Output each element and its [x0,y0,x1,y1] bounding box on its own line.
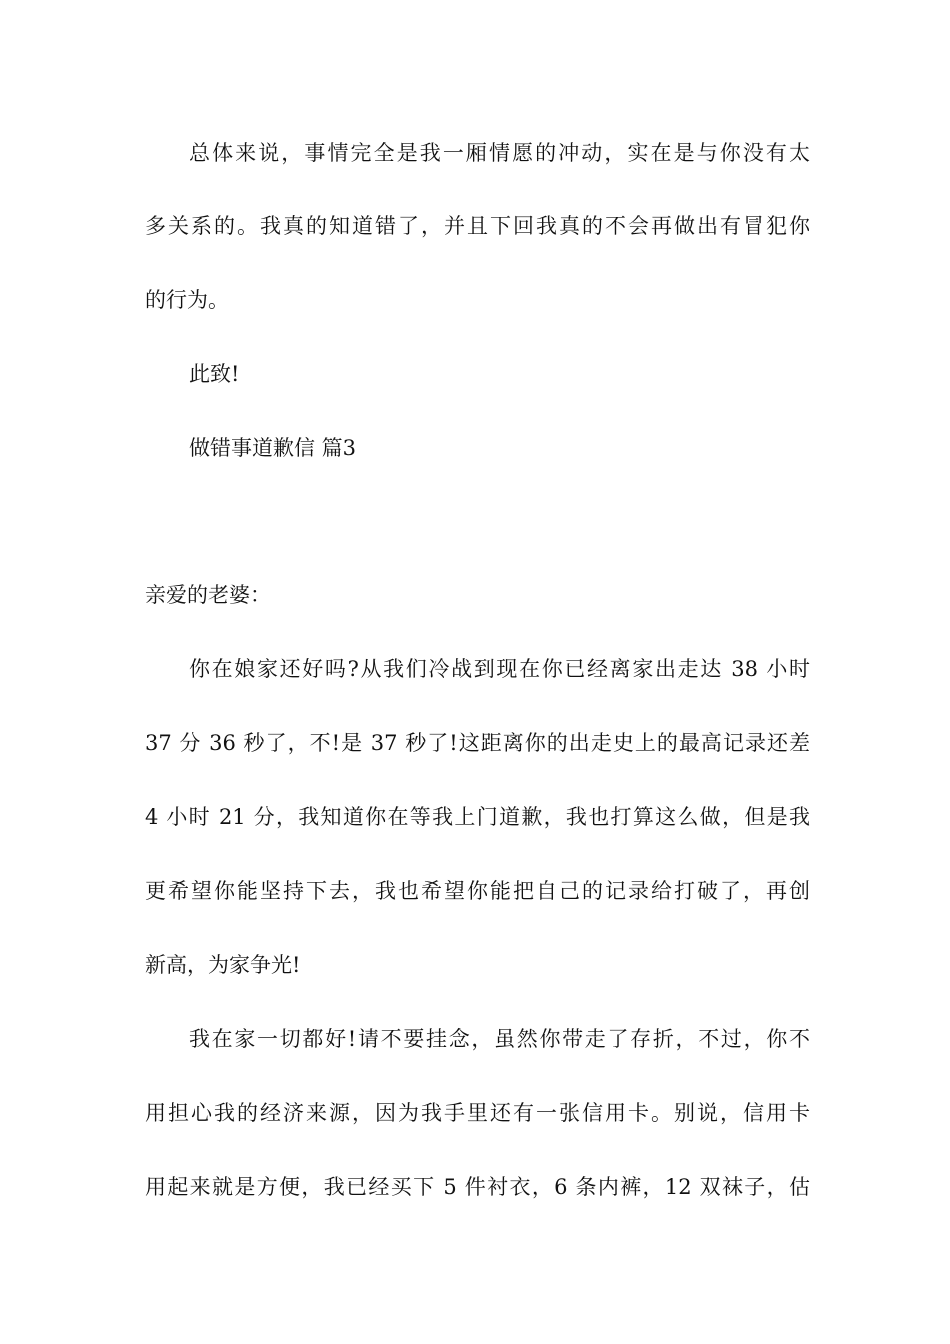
letter-salutation: 亲爱的老婆： [145,583,271,607]
paragraph-line: 用担心我的经济来源，因为我手里还有一张信用卡。别说，信用卡 [145,1101,810,1125]
closing-salutation: 此致! [189,362,240,386]
section-heading: 做错事道歉信 篇3 [189,436,357,460]
paragraph-line: 4 小时 21 分，我知道你在等我上门道歉，我也打算这么做，但是我 [145,805,810,829]
paragraph-line: 你在娘家还好吗?从我们冷战到现在你已经离家出走达 38 小时 [189,657,810,681]
paragraph-line: 更希望你能坚持下去，我也希望你能把自己的记录给打破了，再创 [145,879,810,903]
paragraph-line: 新高，为家争光! [145,953,301,977]
paragraph-line: 37 分 36 秒了，不!是 37 秒了!这距离你的出走史上的最高记录还差 [145,731,810,755]
paragraph-line: 多关系的。我真的知道错了，并且下回我真的不会再做出有冒犯你 [145,214,810,238]
paragraph-line: 总体来说，事情完全是我一厢情愿的冲动，实在是与你没有太 [189,141,810,165]
paragraph-line: 的行为。 [145,288,229,312]
paragraph-line: 我在家一切都好!请不要挂念，虽然你带走了存折，不过，你不 [189,1027,810,1051]
paragraph-line: 用起来就是方便，我已经买下 5 件衬衣，6 条内裤，12 双袜子，估 [145,1175,810,1199]
